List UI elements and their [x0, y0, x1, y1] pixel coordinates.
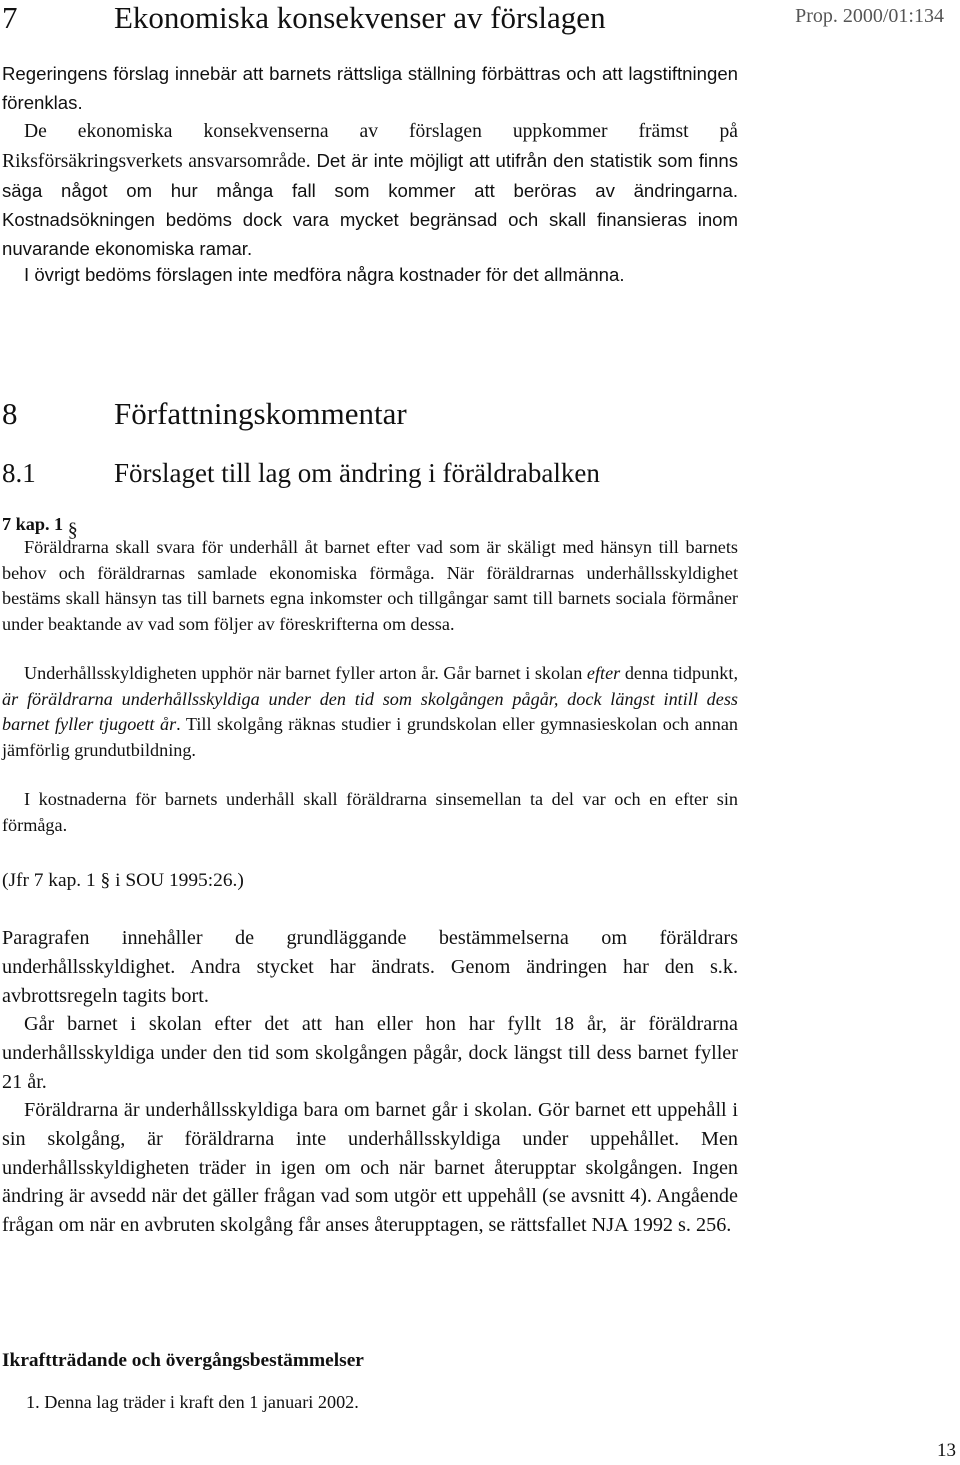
- section8-heading: [2, 396, 407, 432]
- subsection-heading: [2, 457, 600, 489]
- section7-paragraph-2-serif: De ekonomiska konsekvenserna av förslagen uppkommer främst på Riksförsäkringsverkets ansvarsområde.: [2, 121, 738, 172]
- law-paragraph-2-italic-1: efter: [586, 663, 621, 683]
- law-paragraph-2: [2, 661, 738, 763]
- chapter-heading: [2, 0, 606, 36]
- subsection-number: 8.1: [2, 458, 36, 488]
- section-sign-icon: §: [67, 519, 78, 541]
- law-chapter-ref: [2, 512, 78, 541]
- section7-paragraph-2-sans: Det är inte möjligt att utifrån den statistik som finns säga något om hur många fall som kommer att beröras av ändringarna. Kostnadsökningen bedöms dock vara mycket begränsad och skall finansieras inom nuvarande ekonomiska ramar.: [2, 150, 738, 259]
- law-reference: (Jfr 7 kap. 1 § i SOU 1995:26.): [2, 870, 244, 891]
- chapter-number: 7: [2, 0, 18, 35]
- law-paragraph-2-part-2: denna tidpunkt: [620, 663, 734, 683]
- law-paragraph-2-part-1: Underhållsskyldigheten upphör när barnet fyller arton år. Går barnet i skolan: [24, 663, 587, 683]
- law-paragraph-3: I kostnaderna för barnets underhåll skall föräldrarna sinsemellan ta del var och en efter sin förmåga.: [2, 789, 738, 835]
- law-paragraph-1: Föräldrarna skall svara för underhåll åt barnet efter vad som är skäligt med hänsyn till barnets behov och föräldrarnas samlade ekonomiska förmåga. När föräldrarnas underhållsskyldighet bestäms skall hänsyn tas till barnets egna inkomster och tillgångar samt till barnets sociala förmåner under beaktande av vad som följer av föreskrifterna om dessa.: [2, 537, 738, 634]
- transition-heading: Ikraftträdande och övergångsbestämmelser: [2, 1350, 364, 1371]
- section8-number: 8: [2, 396, 18, 431]
- commentary-paragraph-1: Paragrafen innehåller de grundläggande bestämmelserna om föräldrars underhållsskyldighet. Andra stycket har ändrats. Genom ändringen har den s.k. avbrottsregeln tagits bort.: [2, 927, 738, 1007]
- section8-title: Författningskommentar: [114, 396, 407, 431]
- subsection-title: Förslaget till lag om ändring i föräldrabalken: [114, 458, 600, 488]
- section7-paragraph-3: I övrigt bedöms förslagen inte medföra några kostnader för det allmänna.: [24, 264, 625, 285]
- commentary-paragraph-3: Föräldrarna är underhållsskyldiga bara om barnet går i skolan. Gör barnet ett uppehåll i sin skolgång, är föräldrarna inte underhållsskyldiga under uppehållet. Men underhållsskyldigheten träder in igen om och när barnet återupptar skolgången. Ingen ändring är avsedd när det gäller frågan vad som utgör ett uppehåll (se avsnitt 4). Angående frågan om när en avbruten skolgång får anses återupptagen, se rättsfallet NJA 1992 s. 256.: [2, 1099, 738, 1237]
- law-paragraph-2-italic-2: , är föräldrarna underhållsskyldiga under den tid som skolgången pågår, dock längst intill dess barnet fyller tjugoett år: [2, 663, 738, 735]
- law-paragraph-2-part-3: . Till skolgång räknas studier i grundskolan eller gymnasieskolan och annan jämförlig grundutbildning.: [2, 714, 739, 760]
- proposition-reference: Prop. 2000/01:134: [795, 5, 944, 27]
- section7-paragraph-1: Regeringens förslag innebär att barnets rättsliga ställning förbättras och att lagstiftningen förenklas.: [2, 63, 738, 113]
- page-number: 13: [937, 1440, 956, 1461]
- section7-paragraph-2: [2, 116, 738, 263]
- chapter-title: Ekonomiska konsekvenser av förslagen: [114, 0, 606, 35]
- commentary-paragraph-2: Går barnet i skolan efter det att han eller hon har fyllt 18 år, är föräldrarna underhållsskyldiga under den tid som skolgången pågår, dock längst till dess barnet fyller 21 år.: [2, 1013, 738, 1093]
- transition-item-1: 1. Denna lag träder i kraft den 1 januari 2002.: [26, 1392, 359, 1412]
- law-chapter: 7 kap. 1: [2, 514, 64, 534]
